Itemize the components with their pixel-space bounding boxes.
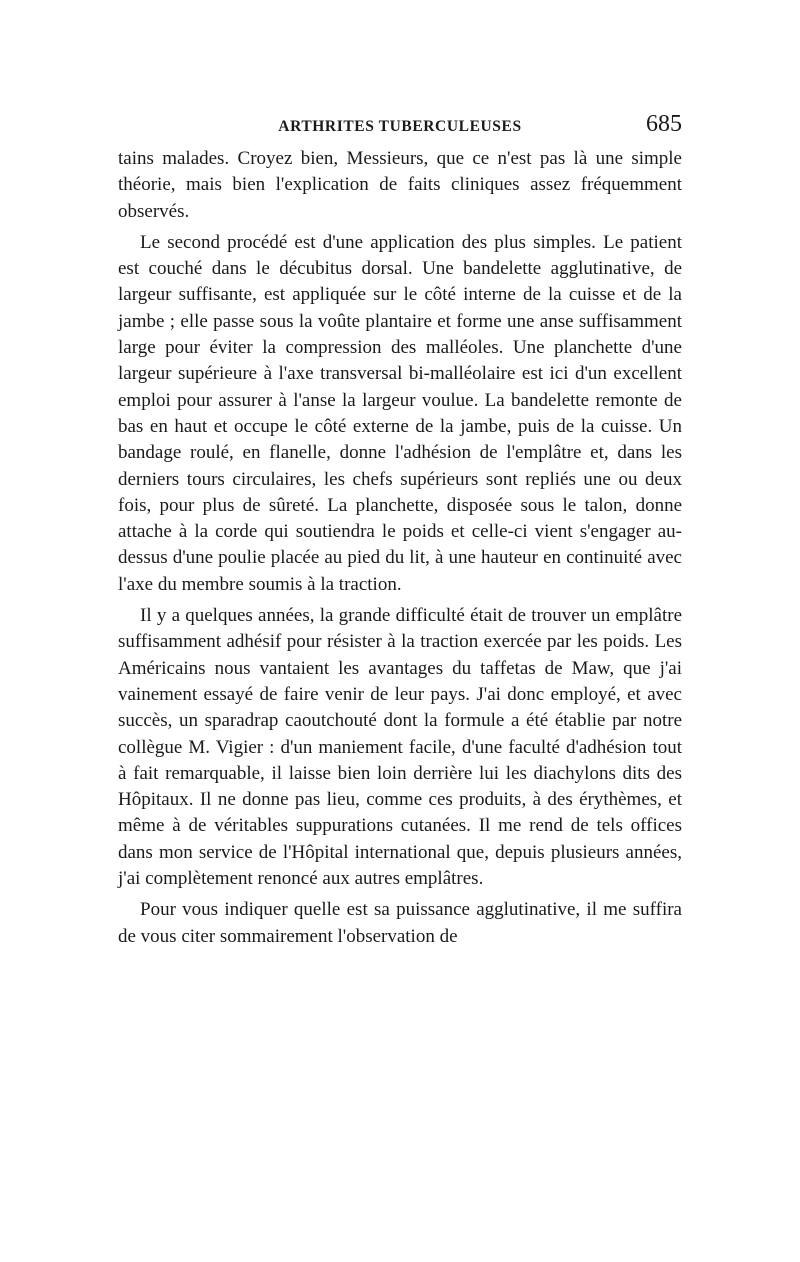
running-title: ARTHRITES TUBERCULEUSES (278, 118, 522, 135)
paragraph-continued: tains malades. Croyez bien, Messieurs, que ce n'est pas là une simple théorie, mais bien l'explication de faits cliniques assez fréquemment observés. (118, 148, 682, 222)
paragraph: Le second procédé est d'une application des plus simples. Le patient est couché dans le décubitus dorsal. Une bandelette agglutinative, de largeur suffisante, est appliquée sur le côté interne de la cuisse et de la jambe ; elle passe sous la voûte plantaire et forme une anse suffisamment large pour éviter la compression des malléoles. Une planchette d'une largeur supérieure à l'axe transversal bi-malléolaire est ici d'un excellent emploi pour assurer à l'anse la largeur voulue. La bandelette remonte de bas en haut et occupe le côté externe de la jambe, puis de la cuisse. Un bandage roulé, en flanelle, donne l'adhésion de l'emplâtre et, dans les derniers tours circulaires, les chefs supérieurs sont repliés une ou deux fois, pour plus de sûreté. La planchette, disposée sous le talon, donne attache à la corde qui soutiendra le poids et celle-ci vient s'engager au-dessus d'une poulie placée au pied du lit, à une hauteur en continuité avec l'axe du membre soumis à la traction. (118, 231, 682, 595)
body-text (118, 146, 682, 950)
page-number: 685 (646, 111, 682, 137)
book-page (118, 110, 682, 955)
paragraph: Il y a quelques années, la grande difficulté était de trouver un emplâtre suffisamment adhésif pour résister à la traction exercée par les poids. Les Américains nous vantaient les avantages du taffetas de Maw, que j'ai vainement essayé de faire venir de leur pays. J'ai donc employé, et avec succès, un sparadrap caoutchouté dont la formule a été établie par notre collègue M. Vigier : d'un maniement facile, d'une faculté d'adhésion tout à fait remarquable, il laisse bien loin derrière lui les diachylons dits des Hôpitaux. Il ne donne pas lieu, comme ces produits, à des érythèmes, et même à de véritables suppurations cutanées. Il me rend de tels offices dans mon service de l'Hôpital international que, depuis plusieurs années, j'ai complètement renoncé aux autres emplâtres. (118, 605, 682, 890)
paragraph: Pour vous indiquer quelle est sa puissance agglutinative, il me suffira de vous citer sommairement l'observation de (118, 899, 682, 947)
running-header (118, 110, 682, 146)
